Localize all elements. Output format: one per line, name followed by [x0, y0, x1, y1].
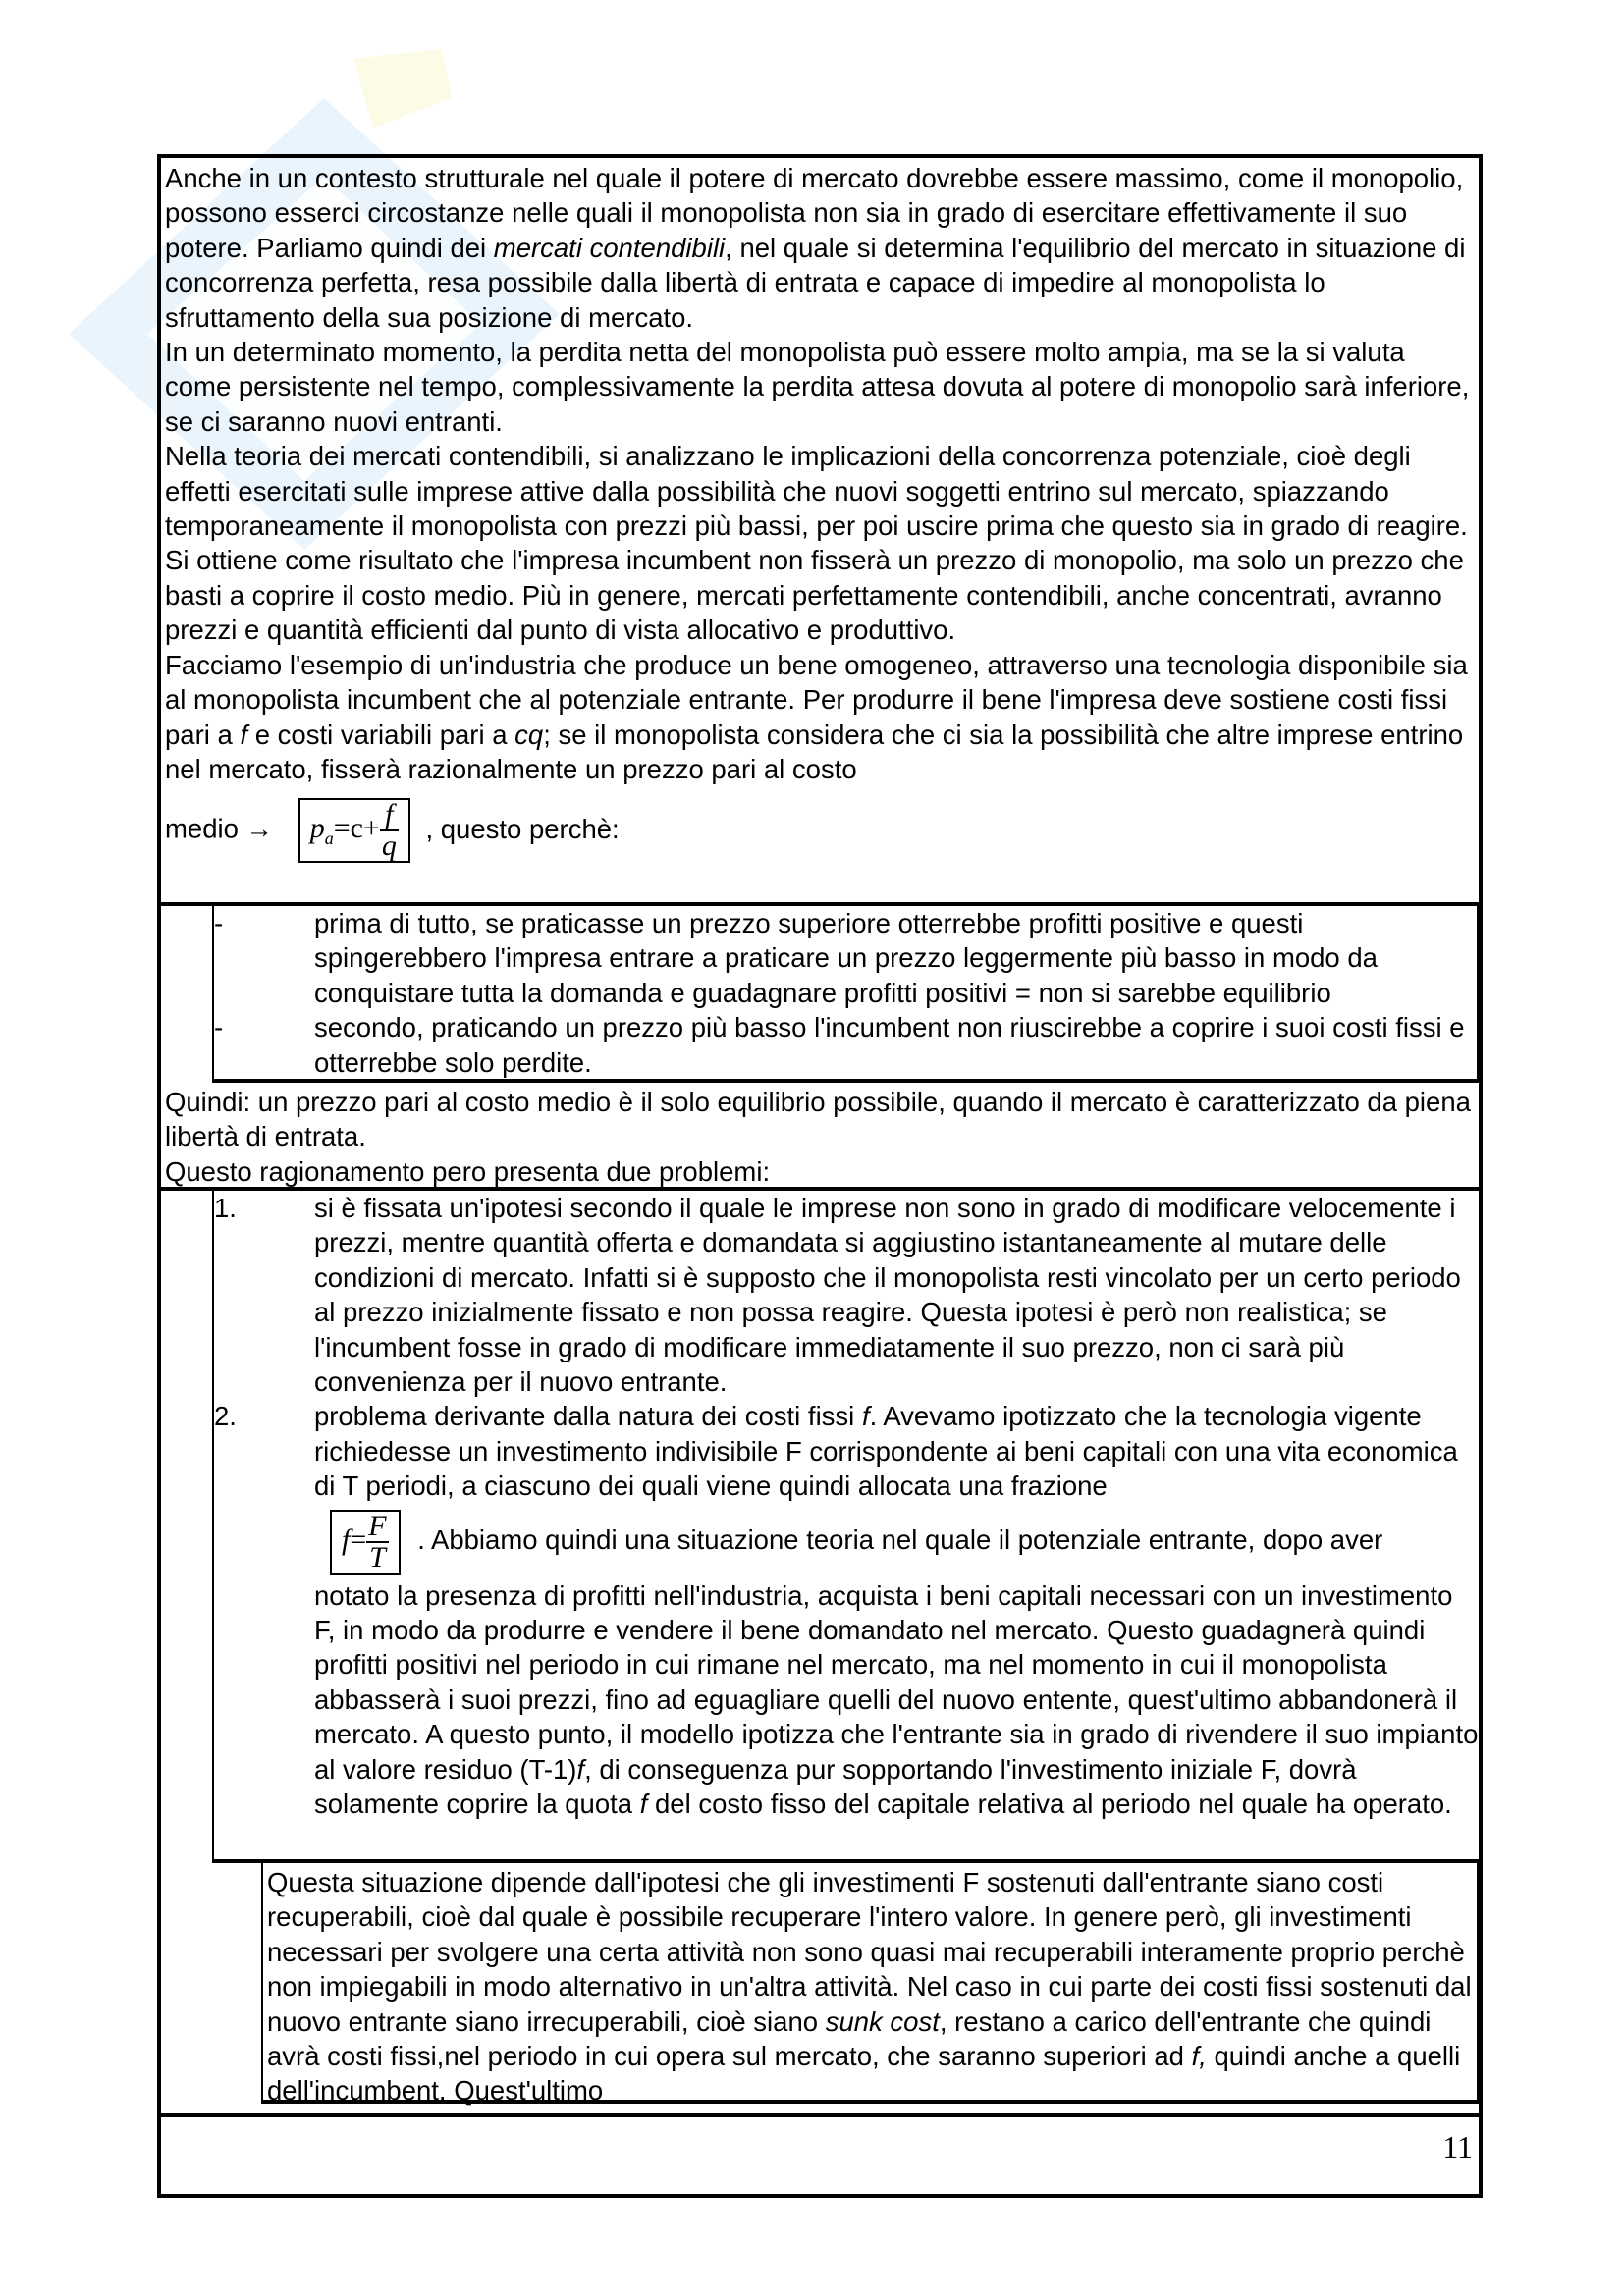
conclusion-block	[161, 1083, 1479, 1191]
page-number: 11	[1442, 2129, 1473, 2164]
paragraph-5: medio → $p_a=c+$ $\frac{f}{q}$ , questo perchè:	[165, 798, 620, 863]
paragraph-8: Questa situazione dipende dall'ipotesi che gli investimenti F sostenuti dall'entrante siano costi recuperabili, cioè dal quale è possibile recuperare l'intero valore. In genere però, gli investimenti necessari per svolgere una certa attività non sono quasi mai recuperabili interamente proprio perchè non impiegabili in modo alternativo in un'altra attività. Nel caso in cui parte dei costi fissi sostenuti dal nuovo entrante siano irrecuperabili, cioè siano sunk cost, restano a carico dell'entrante che quindi avrà costi fissi,nel periodo in cui opera sul mercato, che saranno superiori ad f, quindi anche a quelli dell'incumbent. Quest'ultimo	[267, 1867, 1472, 2107]
list-item: - secondo, praticando un prezzo più basso l'incumbent non riuscirebbe a coprire i suoi costi fissi e otterrebbe solo perdite.	[214, 1012, 1465, 1078]
paragraph-2: In un determinato momento, la perdita netta del monopolista può essere molto ampia, ma se la si valuta come persistente nel tempo, complessivamente la perdita attesa dovuta al potere di monopolio sarà inferiore, se ci saranno nuovi entranti.	[165, 337, 1470, 437]
paragraph-4: Facciamo l'esempio di un'industria che produce un bene omogeneo, attraverso una tecnologia disponibile sia al monopolista incumbent che al potenziale entrante. Per produrre il bene l'impresa deve sostiene costi fissi pari a f e costi variabili pari a cq; se il monopolista considera che ci sia la possibilità che altre imprese entrino nel mercato, fisserà razionalmente un prezzo pari al costo	[165, 649, 1468, 784]
paragraph-3: Nella teoria dei mercati contendibili, si analizzano le implicazioni della concorrenza potenziale, cioè degli effetti esercitati sulle imprese attive dalla possibilità che nuovi soggetti entrino sul mercato, spiazzando temporaneamente il monopolista con prezzi più bassi, per poi uscire prima che questo sia in grado di reagire. Si ottiene come risultato che l'impresa incumbent non fisserà un prezzo di monopolio, ma solo un prezzo che basti a coprire il costo medio. Più in genere, mercati perfettamente contendibili, anche concentrati, avranno prezzi e quantità efficienti dal punto di vista allocativo e produttivo.	[165, 441, 1468, 646]
paragraph-1: Anche in un contesto strutturale nel quale il potere di mercato dovrebbe essere massimo, come il monopolio, possono esserci circostanze nelle quali il monopolista non sia in grado di esercitare effettivamente il suo potere. Parliamo quindi dei mercati contendibili, nel quale si determina l'equilibrio del mercato in situazione di concorrenza perfetta, resa possibile dalla libertà di entrata e capace di impedire al monopolista lo sfruttamento della sua posizione di mercato.	[165, 163, 1466, 333]
list-item-2: 2. problema derivante dalla natura dei costi fissi f. Avevamo ipotizzato che la tecnologia vigente richiedesse un investimento indivisibile F corrispondente ai beni capitali con una vita economica di T periodi, a ciascuno dei quali viene quindi allocata una frazione f= $\frac{F}{T}$ . Abbiamo quindi una situazione teoria nel quale il potenziale entrante, dopo aver notato la presenza di profitti nell'industria, acquista i beni capitali necessari con un investimento F, in modo da produrre e vendere il bene domandato nel mercato. Questo guadagnerà quindi profitti positivi nel periodo in cui rimane nel mercato, ma nel momento in cui il monopolista abbasserà i suoi prezzi, fino ad eguagliare quelli del nuovo entente, quest'ultimo abbandonerà il mercato. A questo punto, il modello ipotizza che l'entrante sia in grado di rivendere il suo impianto al valore residuo (T-1)f, di conseguenza pur sopportando l'investimento iniziale F, dovrà solamente coprire la quota f del costo fisso del capitale relativa al periodo nel quale ha operato.	[214, 1401, 1479, 1820]
paragraph-6: Quindi: un prezzo pari al costo medio è il solo equilibrio possibile, quando il mercato è caratterizzato da piena libertà di entrata.	[165, 1087, 1471, 1152]
average-cost-formula: $p_a=c+$ $\frac{f}{q}$	[298, 798, 410, 863]
page-footer	[161, 2113, 1479, 2198]
bullet-list	[212, 906, 1479, 1083]
list-item: - prima di tutto, se praticasse un prezzo superiore otterrebbe profitti positive e questi spingerebbero l'impresa entrare a praticare un prezzo leggermente più basso in modo da conquistare tutta la domanda e guadagnare profitti positivi = non si sarebbe equilibrio	[214, 908, 1378, 1008]
list-item-1: 1. si è fissata un'ipotesi secondo il quale le imprese non sono in grado di modificare velocemente i prezzi, mentre quantità offerta e domandata si aggiustino istantaneamente al mutare delle condizioni di mercato. Infatti si è supposto che il monopolista resti vincolato per un certo periodo al prezzo inizialmente fissato e non possa reagire. Questa ipotesi è però non realistica; se l'incumbent fosse in grado di modificare immediatamente il suo prezzo, non ci sarà più convenienza per il nuovo entrante.	[214, 1193, 1461, 1398]
fixed-cost-formula: f= $\frac{F}{T}$	[330, 1510, 401, 1575]
paragraph-7: Questo ragionamento pero presenta due problemi:	[165, 1155, 771, 1187]
intro-block	[161, 158, 1479, 906]
page-frame	[157, 154, 1483, 2198]
numbered-list	[212, 1191, 1479, 1863]
sunk-cost-block	[261, 1863, 1479, 2107]
